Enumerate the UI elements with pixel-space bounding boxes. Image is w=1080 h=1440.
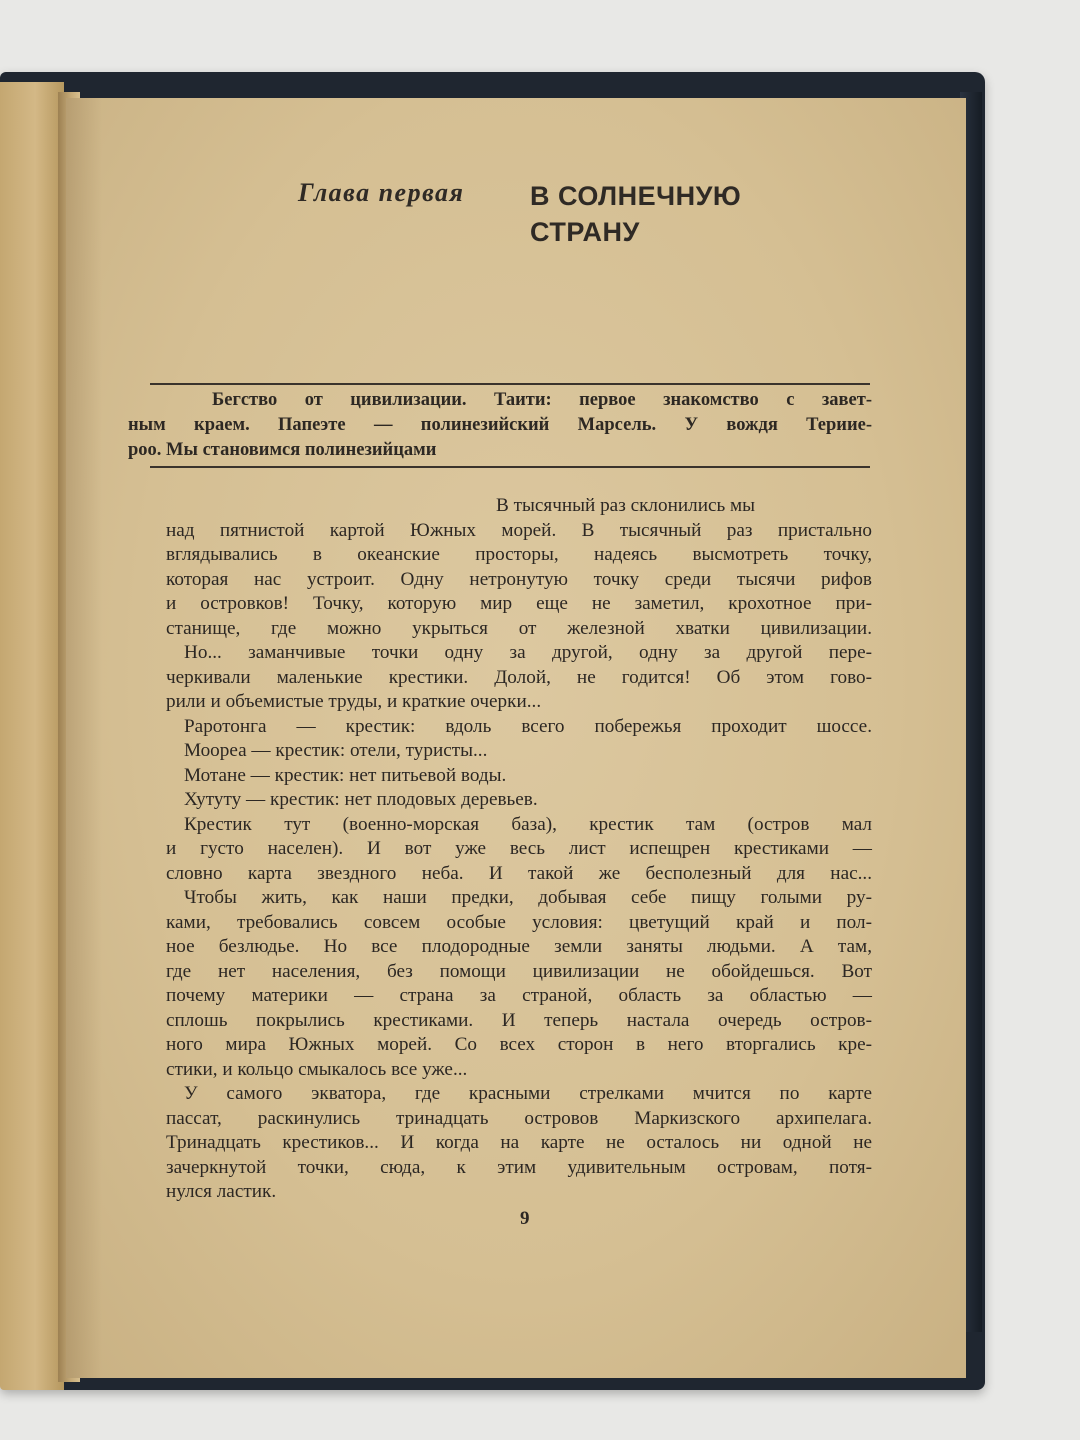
chapter-label: Глава первая <box>298 178 465 207</box>
text-line: ками, требовались совсем особые условия: цветущий край и пол- <box>166 911 872 933</box>
text-line: В тысячный раз склонились мы <box>496 495 756 516</box>
text-line: стики, и кольцо смыкалось все уже... <box>166 1058 468 1080</box>
chapter-synopsis <box>128 388 872 463</box>
text-line: над пятнистой картой Южных морей. В тысячный раз пристально <box>166 519 872 541</box>
text-line: пассат, раскинулись тринадцать островов Маркизского архипелага. <box>166 1107 872 1129</box>
text-line: вглядывались в океанские просторы, надеясь высмотреть точку, <box>166 544 872 565</box>
text-line: Крестик тут (военно-морская база), крестик там (остров мал <box>184 813 872 835</box>
text-line: которая нас устроит. Одну нетронутую точку среди тысячи рифов <box>166 568 872 590</box>
synopsis-line: Бегство от цивилизации. Таити: первое знакомство с завет- <box>212 390 872 410</box>
text-line: черкивали маленькие крестики. Долой, не годится! Об этом гово- <box>166 666 872 688</box>
text-line: где нет населения, без помощи цивилизации не обойдешься. Вот <box>166 960 872 982</box>
text-line: почему материки — страна за страной, область за областью — <box>166 985 872 1006</box>
text-line: сплошь покрылись крестиками. И теперь настала очередь остров- <box>166 1009 872 1031</box>
text-line: рили и объемистые труды, и краткие очерки... <box>166 691 542 712</box>
text-line: станище, где можно укрыться от железной хватки цивилизации. <box>166 617 872 639</box>
page-number: 9 <box>520 1208 530 1229</box>
text-line: Тринадцать крестиков... И когда на карте не осталось ни одной не <box>166 1132 872 1153</box>
book-page <box>66 98 966 1378</box>
chapter-title <box>530 178 741 250</box>
left-page-edge <box>0 82 64 1390</box>
divider-rule <box>150 466 870 468</box>
text-line: Чтобы жить, как наши предки, добывая себе пищу голыми ру- <box>184 887 872 908</box>
text-line: У самого экватора, где красными стрелками мчится по карте <box>184 1083 872 1104</box>
chapter-title-line: СТРАНУ <box>530 217 640 247</box>
text-line: Хутуту — крестик: нет плодовых деревьев. <box>184 789 538 810</box>
synopsis-line: ным краем. Папеэте — полинезийский Марсель. У вождя Териие- <box>128 415 872 435</box>
synopsis-line: роо. Мы становимся полинезийцами <box>128 440 437 460</box>
text-line: Раротонга — крестик: вдоль всего побережья проходит шоссе. <box>184 715 872 737</box>
text-line: и островков! Точку, которую мир еще не заметил, крохотное при- <box>166 593 872 614</box>
text-line: и густо населен). И вот уже весь лист испещрен крестиками — <box>166 838 872 859</box>
text-line: Но... заманчивые точки одну за другой, одну за другой пере- <box>184 642 872 663</box>
divider-rule <box>150 383 870 385</box>
body-text <box>166 494 872 1205</box>
text-line: ное безлюдье. Но все плодородные земли заняты людьми. А там, <box>166 936 872 957</box>
text-line: Моореа — крестик: отели, туристы... <box>184 740 488 761</box>
text-line: Мотане — крестик: нет питьевой воды. <box>184 764 507 786</box>
text-line: зачеркнутой точки, сюда, к этим удивительным островам, потя- <box>166 1156 872 1178</box>
text-line: нулся ластик. <box>166 1181 277 1202</box>
chapter-title-line: В СОЛНЕЧНУЮ <box>530 181 742 211</box>
text-line: словно карта звездного неба. И такой же бесполезный для нас... <box>166 862 872 884</box>
text-line: ного мира Южных морей. Со всех сторон в него вторгались кре- <box>166 1034 872 1055</box>
